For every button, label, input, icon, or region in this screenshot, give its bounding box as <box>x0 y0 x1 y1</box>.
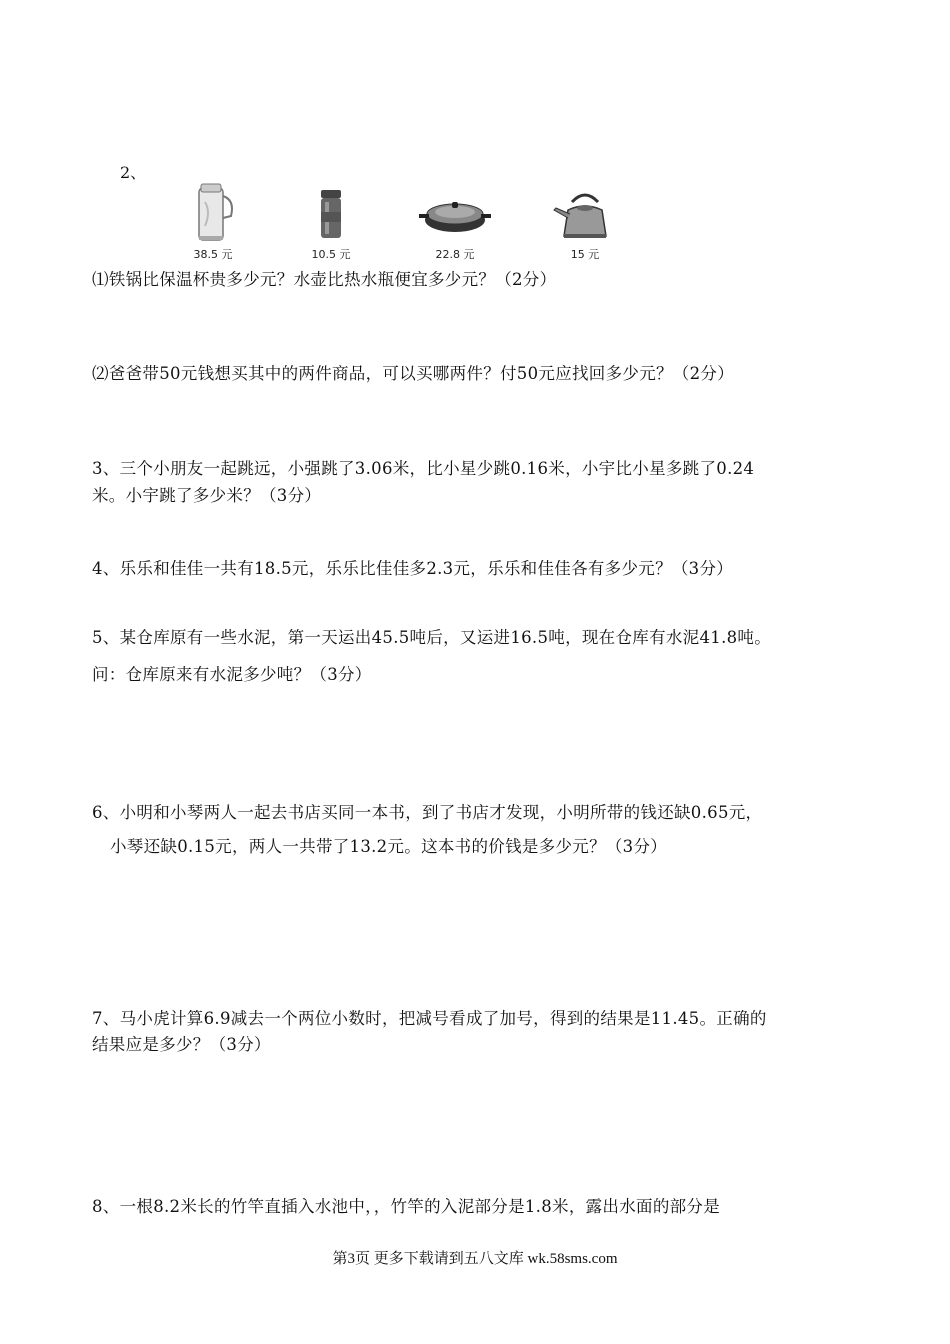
insulated-cup-icon <box>301 182 361 244</box>
thermos-flask-icon <box>183 182 243 244</box>
question-4-line1: 4、乐乐和佳佳一共有18.5元，乐乐比佳佳多2.3元，乐乐和佳佳各有多少元？（3分） <box>92 559 734 578</box>
question-7-line2: 结果应是多少？（3分） <box>92 1035 271 1054</box>
question-6-line1: 6、小明和小琴两人一起去书店买同一本书，到了书店才发现，小明所带的钱还缺0.65元， <box>92 803 763 822</box>
frying-pan-icon <box>415 182 495 244</box>
question-2-number: 2、 <box>120 163 147 182</box>
question-5-line2: 问：仓库原来有水泥多少吨？（3分） <box>92 665 372 684</box>
kettle-icon <box>550 182 620 244</box>
product-cup <box>286 182 376 262</box>
question-5-line1: 5、某仓库原有一些水泥，第一天运出45.5吨后，又运进16.5吨，现在仓库有水泥41.8吨。 <box>92 628 772 647</box>
question-3-line1: 3、三个小朋友一起跳远，小强跳了3.06米，比小星少跳0.16米，小宇比小星多跳了0.24 <box>92 459 755 478</box>
price-thermos: 38.5 元 <box>193 248 233 261</box>
price-kettle: 15 元 <box>570 248 600 261</box>
page-footer: 第3页 更多下载请到五八文库 wk.58sms.com <box>332 1251 618 1267</box>
product-thermos <box>168 182 258 262</box>
product-kettle <box>540 182 630 262</box>
price-cup: 10.5 元 <box>311 248 351 261</box>
question-2-sub2: ⑵爸爸带50元钱想买其中的两件商品，可以买哪两件？付50元应找回多少元？（2分） <box>92 364 734 383</box>
price-pan: 22.8 元 <box>435 248 475 261</box>
question-8-line1: 8、一根8.2米长的竹竿直插入水池中，，竹竿的入泥部分是1.8米，露出水面的部分是 <box>92 1197 721 1216</box>
product-pan <box>410 182 500 262</box>
question-2-sub1: ⑴铁锅比保温杯贵多少元？水壶比热水瓶便宜多少元？（2分） <box>92 270 557 289</box>
question-7-line1: 7、马小虎计算6.9减去一个两位小数时，把减号看成了加号，得到的结果是11.45。正确的 <box>92 1009 767 1028</box>
question-6-line2: 小琴还缺0.15元，两人一共带了13.2元。这本书的价钱是多少元？（3分） <box>110 837 668 856</box>
question-3-line2: 米。小宇跳了多少米？（3分） <box>92 486 322 505</box>
